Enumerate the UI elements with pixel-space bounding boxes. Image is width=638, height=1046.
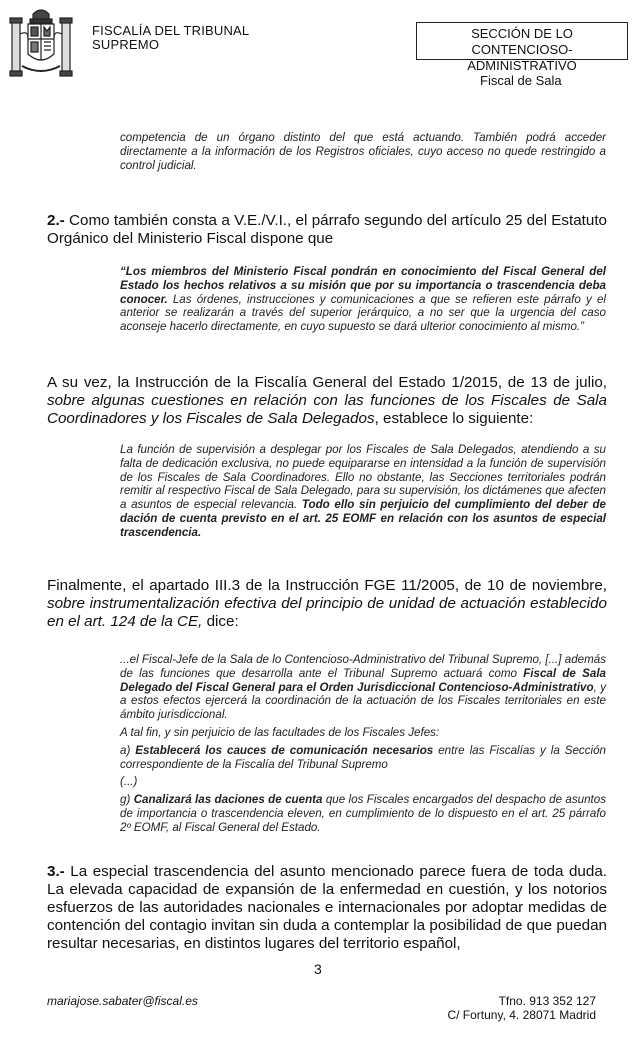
quote-4-p5a: g) xyxy=(120,793,134,807)
paragraph-2 xyxy=(47,212,607,248)
footer-address: C/ Fortuny, 4. 28071 Madrid xyxy=(447,1008,596,1022)
quote-4-p3-bold: Establecerá los cauces de comunicación necesarios xyxy=(135,743,434,757)
quote-4-p3a: a) xyxy=(120,743,136,757)
paragraph-3-b: , establece lo siguiente: xyxy=(374,410,534,427)
quote-4-p3b: entre las Fiscalías y la Sección correspondiente de la Fiscalía del Tribunal Supremo xyxy=(120,743,606,771)
quote-block-4 xyxy=(120,653,606,835)
paragraph-5-number: 3.- xyxy=(47,863,65,880)
quote-3-text: La función de supervisión a desplegar por los Fiscales de Sala Delegados, atendiendo a su falta de dedicación exclusiva, no puede equipararse en intensidad a la función de supervisión de los Fiscales de Sala Coordinadores. Ello no obstante, las Secciones territoriales podrán remitir al respectivo Fiscal de Sala Delegado, para su supervisión, los dictámenes que afecten a asuntos de especial relevancia. xyxy=(120,443,606,512)
quote-4-p5 xyxy=(120,793,606,834)
section-box xyxy=(416,22,628,73)
org-line-1: FISCALÍA DEL TRIBUNAL xyxy=(92,23,250,38)
paragraph-4 xyxy=(47,577,607,631)
paragraph-5 xyxy=(47,863,607,953)
footer-contact xyxy=(420,994,596,1022)
quote-4-p1a: ...el Fiscal-Jefe de la Sala de lo Contencioso-Administrativo del Tribunal Supremo, [...] además de las funciones que desarrolla ante el Tribunal Supremo actuará como xyxy=(120,653,606,680)
fiscal-sala-label: Fiscal de Sala xyxy=(480,73,562,88)
quote-4-p5b: que los Fiscales encargados del despacho de asuntos de importancia o trascendencia eleven, en cumplimiento de lo dispuesto en el art. 25 párrafo 2º EOMF, al Fiscal General del Estado. xyxy=(120,793,606,834)
paragraph-4-italic: sobre instrumentalización efectiva del principio de unidad de actuación establecido en el art. 124 de la CE, xyxy=(47,595,607,630)
quote-block-3 xyxy=(120,443,606,540)
quote-2-rest: Las órdenes, instrucciones y comunicaciones a que se refieren este párrafo y el anterior se realizarán a través del superior jerárquico, a no ser que la urgencia del caso aconseje hacerlo directamente, en cuyo supuesto se dará ulterior conocimiento al mismo.” xyxy=(120,292,606,334)
paragraph-3 xyxy=(47,374,607,428)
paragraph-5-text: La especial trascendencia del asunto mencionado parece fuera de toda duda. La elevada capacidad de expansión de la enfermedad en cuestión, y los notorios esfuerzos de las autoridades nacionales e internacionales por adoptar medidas de contención del contagio invitan sin duda a contemplar la posibilidad de que puedan resultar necesarias, en distintos lugares del territorio español, xyxy=(47,863,607,952)
page-number: 3 xyxy=(314,961,322,977)
paragraph-4-b: dice: xyxy=(202,613,239,630)
organization-name xyxy=(92,24,249,52)
footer-email: mariajose.sabater@fiscal.es xyxy=(47,994,198,1008)
quote-1-text: competencia de un órgano distinto del que está actuando. También podrá acceder directamente a la información de los Registros oficiales, cuyo acceso no quede restringido a control judicial. xyxy=(120,131,606,172)
coat-of-arms-icon xyxy=(6,4,76,82)
quote-4-p2: A tal fin, y sin perjuicio de las facultades de los Fiscales Jefes: xyxy=(120,725,440,739)
paragraph-2-number: 2.- xyxy=(47,212,65,229)
paragraph-4-a: Finalmente, el apartado III.3 de la Instrucción FGE 11/2005, de 10 de noviembre, xyxy=(47,577,607,594)
quote-block-2 xyxy=(120,265,606,334)
section-line-1: SECCIÓN DE LO xyxy=(471,26,573,41)
paragraph-3-italic: sobre algunas cuestiones en relación con las funciones de los Fiscales de Sala Coordinadores y los Fiscales de Sala Delegados xyxy=(47,392,607,427)
quote-4-p1b: , y a estos efectos ejercerá la coordinación de la actuación de los Fiscales territoriales en este ámbito jurisdiccional. xyxy=(120,680,606,722)
paragraph-2-text: Como también consta a V.E./V.I., el párrafo segundo del artículo 25 del Estatuto Orgánico del Ministerio Fiscal dispone que xyxy=(47,212,607,247)
quote-4-p4: (...) xyxy=(120,775,138,789)
quote-block-1 xyxy=(120,131,606,172)
quote-4-p3 xyxy=(120,744,606,772)
footer-phone: Tfno. 913 352 127 xyxy=(498,994,596,1008)
quote-3-bold: Todo ello sin perjuicio del cumplimiento del deber de dación de cuenta previsto en el art. 25 EOMF en relación con los asuntos de especial trascendencia. xyxy=(120,498,606,539)
paragraph-3-a: A su vez, la Instrucción de la Fiscalía General del Estado 1/2015, de 13 de julio, xyxy=(47,374,607,391)
quote-4-p5-bold: Canalizará las daciones de cuenta xyxy=(133,793,323,807)
quote-4-p1-bold: Fiscal de Sala Delegado del Fiscal General para el Orden Jurisdiccional Contencioso-Administrativo xyxy=(120,666,606,694)
org-line-2: SUPREMO xyxy=(92,37,160,52)
section-line-2: CONTENCIOSO-ADMINISTRATIVO xyxy=(467,42,577,73)
quote-2-bold: “Los miembros del Ministerio Fiscal pondrán en conocimiento del Fiscal General del Estado los hechos relativos a su misión que por su importancia o trascendencia deba conocer. xyxy=(120,265,606,306)
